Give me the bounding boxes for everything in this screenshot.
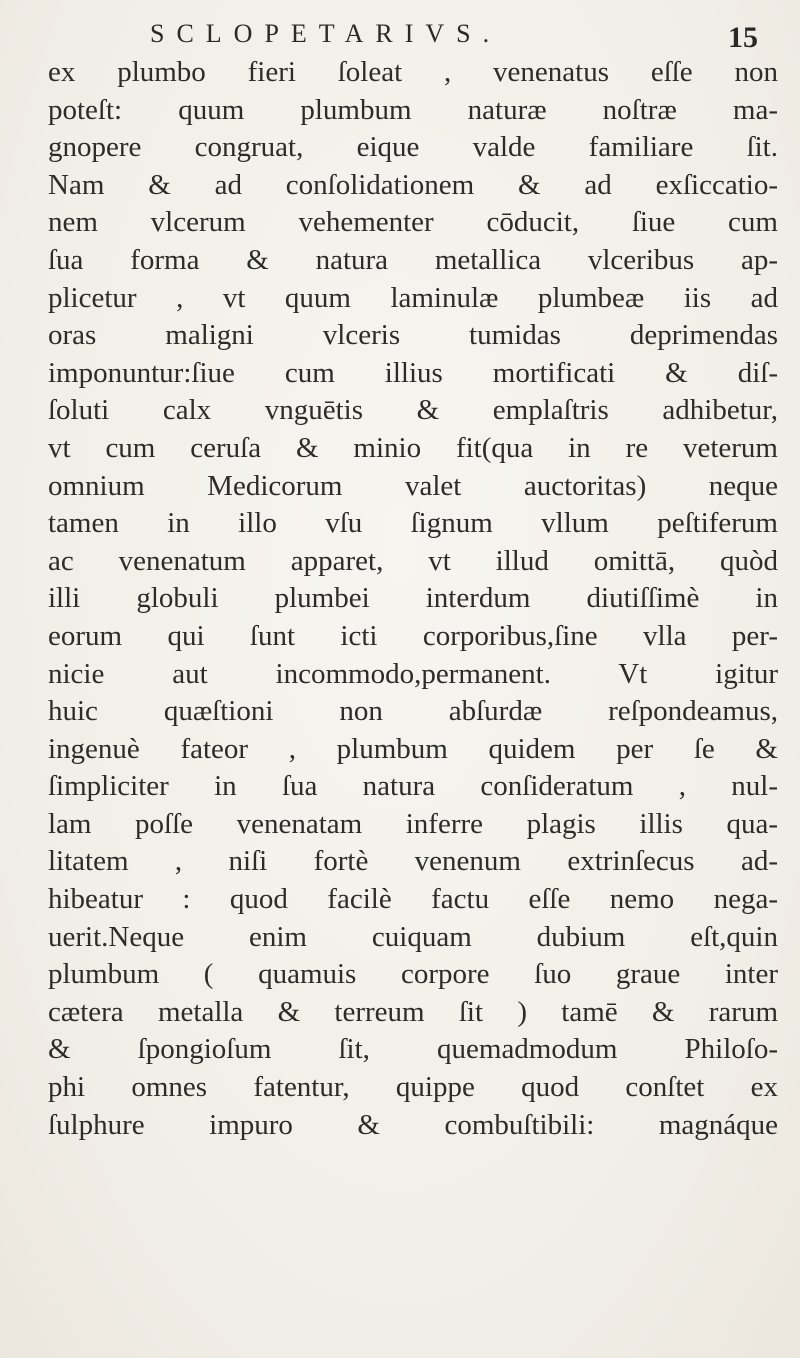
text-line: ingenuè fateor , plumbum quidem per ſe & bbox=[48, 732, 778, 765]
body-text bbox=[48, 54, 778, 1144]
text-line: oras maligni vlceris tumidas deprimendas bbox=[48, 319, 778, 352]
text-line: ſoluti calx vnguētis & emplaſtris adhibetur, bbox=[48, 394, 778, 427]
text-line: hibeatur : quod facilè factu eſſe nemo nega- bbox=[48, 883, 778, 916]
text-line: poteſt: quum plumbum naturæ noſtræ ma- bbox=[48, 93, 778, 126]
text-line: & ſpongioſum ſit, quemadmodum Philoſo- bbox=[48, 1033, 778, 1066]
text-line: ex plumbo fieri ſoleat , venenatus eſſe non bbox=[48, 56, 778, 88]
text-line: ſulphure impuro & combuſtibili: magnáque bbox=[48, 1108, 778, 1141]
text-line: omnium Medicorum valet auctoritas) neque bbox=[48, 469, 778, 502]
text-line: nicie aut incommodo,permanent. Vt igitur bbox=[48, 657, 778, 690]
text-line: litatem , niſi fortè venenum extrinſecus ad- bbox=[48, 845, 778, 878]
text-line: ſimpliciter in ſua natura conſideratum , nul- bbox=[48, 770, 778, 803]
running-title: SCLOPETARIVS. bbox=[150, 19, 502, 48]
text-line: phi omnes fatentur, quippe quod conſtet ex bbox=[48, 1071, 778, 1104]
text-line: plicetur , vt quum laminulæ plumbeæ iis ad bbox=[48, 281, 778, 314]
text-line: imponuntur:ſiue cum illius mortificati & diſ- bbox=[48, 356, 778, 389]
text-line: lam poſſe venenatam inferre plagis illis qua- bbox=[48, 807, 778, 840]
text-line: huic quæſtioni non abſurdæ reſpondeamus, bbox=[48, 695, 778, 728]
text-line: uerit.Neque enim cuiquam dubium eſt,quin bbox=[48, 920, 778, 953]
text-line: tamen in illo vſu ſignum vllum peſtiferum bbox=[48, 507, 778, 540]
text-line: illi globuli plumbei interdum diutiſſimè in bbox=[48, 582, 778, 615]
text-line: plumbum ( quamuis corpore ſuo graue inter bbox=[48, 958, 778, 991]
text-line: Nam & ad conſolidationem & ad exſiccatio- bbox=[48, 168, 778, 201]
text-line: gnopere congruat, eique valde familiare ſit. bbox=[48, 131, 778, 164]
text-line: ac venenatum apparet, vt illud omittā, quòd bbox=[48, 544, 778, 577]
text-line: cætera metalla & terreum ſit ) tamē & rarum bbox=[48, 995, 778, 1028]
text-line: vt cum ceruſa & minio fit(qua in re veterum bbox=[48, 431, 778, 464]
text-line: ſua forma & natura metallica vlceribus ap- bbox=[48, 243, 778, 276]
text-line: nem vlcerum vehementer cōducit, ſiue cum bbox=[48, 206, 778, 239]
text-line: eorum qui ſunt icti corporibus,ſine vlla per- bbox=[48, 619, 778, 652]
page-number: 15 bbox=[728, 21, 758, 54]
